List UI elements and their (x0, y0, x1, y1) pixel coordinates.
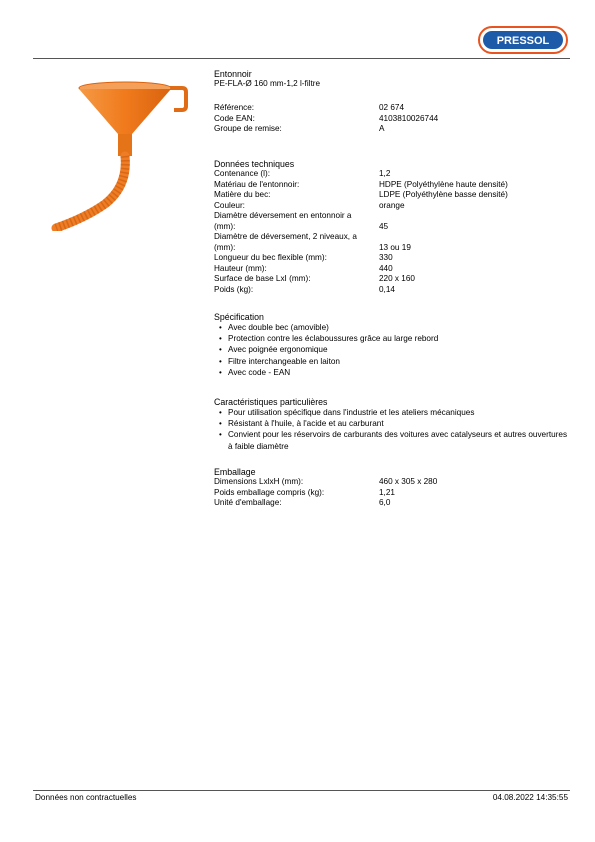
list-item (214, 356, 568, 367)
list-item-text: Avec code - EAN (228, 367, 291, 377)
row-label: Couleur: (214, 200, 245, 210)
section-title: Caractéristiques particulières (214, 397, 328, 407)
footer-timestamp: 04.08.2022 14:35:55 (492, 793, 568, 802)
technical-row (214, 180, 579, 191)
technical-row (214, 274, 579, 285)
technical-row (214, 253, 579, 264)
row-label: Diamètre déversement en entonnoir a (214, 211, 352, 220)
technical-row (214, 285, 579, 296)
identification-table (214, 103, 579, 135)
bullet-icon: • (219, 334, 222, 344)
bullet-icon: • (219, 419, 222, 429)
brand-logo (478, 26, 568, 54)
bullet-icon: • (219, 430, 222, 440)
row-value: 13 ou 19 (379, 242, 411, 252)
logo-text: PRESSOL (496, 35, 550, 47)
bullet-icon: • (219, 356, 222, 366)
row-value: A (379, 124, 385, 133)
list-item (214, 344, 568, 355)
section-title: Données techniques (214, 159, 295, 169)
product-image (50, 76, 190, 231)
list-item (214, 322, 568, 333)
row-value: 1,2 (379, 169, 391, 178)
specification-section (214, 312, 568, 378)
product-header (214, 69, 320, 89)
row-value: 4103810026744 (379, 113, 439, 123)
funnel-icon (50, 76, 190, 231)
packaging-section (214, 467, 579, 509)
specification-list (214, 322, 568, 378)
product-title: Entonnoir (214, 69, 252, 79)
row-value: LDPE (Polyéthylène basse densité) (379, 190, 508, 199)
bullet-icon: • (219, 367, 222, 377)
row-label: Dimensions LxlxH (mm): (214, 477, 304, 486)
list-item (214, 333, 568, 344)
list-item-text: Protection contre les éclaboussures grâce au large rebord (228, 334, 439, 344)
features-section (214, 397, 568, 452)
identification-row (214, 103, 579, 114)
bullet-icon: • (219, 408, 222, 417)
row-label: Surface de base LxI (mm): (214, 274, 311, 283)
list-item-text: Pour utilisation spécifique dans l'industrie et les ateliers mécaniques (228, 408, 475, 417)
technical-table (214, 169, 579, 295)
list-item-text: Filtre interchangeable en laiton (228, 356, 340, 366)
header-rule (33, 58, 570, 59)
row-value: 02 674 (379, 103, 405, 112)
row-label: Poids (kg): (214, 284, 254, 294)
technical-row (214, 232, 579, 243)
technical-row (214, 211, 579, 222)
list-item (214, 429, 568, 451)
identification-row (214, 124, 579, 135)
product-subtitle: PE-FLA-Ø 160 mm-1,2 l-filtre (214, 79, 321, 88)
technical-row (214, 169, 579, 180)
row-value: 0,14 (379, 284, 395, 294)
row-value: 45 (379, 221, 389, 231)
technical-section (214, 159, 579, 295)
list-item (214, 407, 568, 418)
technical-row (214, 264, 579, 275)
row-label: Code EAN: (214, 113, 255, 123)
identification-row (214, 114, 579, 125)
list-item-text: Résistant à l'huile, à l'acide et au carburant (228, 419, 384, 429)
list-item-text: Avec poignée ergonomique (228, 345, 328, 355)
features-list (214, 407, 568, 452)
row-label: Poids emballage compris (kg): (214, 487, 325, 497)
row-label: Diamètre de déversement, 2 niveaux, a (214, 232, 357, 241)
row-label: Groupe de remise: (214, 124, 282, 133)
section-title: Spécification (214, 312, 264, 322)
packaging-row (214, 488, 579, 499)
row-value: 220 x 160 (379, 274, 415, 283)
row-label: Longueur du bec flexible (mm): (214, 253, 327, 262)
list-item-text: Avec double bec (amovible) (228, 323, 329, 332)
row-value (379, 232, 579, 243)
list-item (214, 418, 568, 429)
list-item (214, 367, 568, 378)
row-label: Référence: (214, 103, 255, 112)
row-value (379, 211, 579, 222)
row-value: 6,0 (379, 498, 391, 507)
packaging-row (214, 498, 579, 509)
row-value: 330 (379, 253, 393, 262)
bullet-icon: • (219, 323, 222, 332)
row-value: orange (379, 200, 405, 210)
list-item-text: Convient pour les réservoirs de carburants des voitures avec catalyseurs et autres ouvertures à faible diamètre (228, 430, 568, 451)
row-value: HDPE (Polyéthylène haute densité) (379, 179, 508, 189)
identification-block (214, 103, 579, 135)
section-title: Emballage (214, 467, 256, 477)
row-label: Hauteur (mm): (214, 263, 267, 273)
technical-row (214, 190, 579, 201)
row-label: Unité d'emballage: (214, 498, 282, 507)
row-value: 1,21 (379, 487, 395, 497)
bullet-icon: • (219, 345, 222, 355)
row-label: (mm): (214, 221, 236, 231)
technical-row (214, 201, 579, 212)
footer-disclaimer: Données non contractuelles (35, 793, 137, 802)
row-value: 440 (379, 263, 393, 273)
footer-rule (33, 790, 570, 791)
technical-row (214, 243, 579, 254)
packaging-table (214, 477, 579, 509)
row-label: Matériau de l'entonnoir: (214, 179, 300, 189)
pressol-logo-icon (478, 26, 568, 54)
row-label: Matière du bec: (214, 190, 271, 199)
row-label: (mm): (214, 242, 236, 252)
row-label: Contenance (l): (214, 169, 270, 178)
packaging-row (214, 477, 579, 488)
technical-row (214, 222, 579, 233)
row-value: 460 x 305 x 280 (379, 477, 438, 486)
